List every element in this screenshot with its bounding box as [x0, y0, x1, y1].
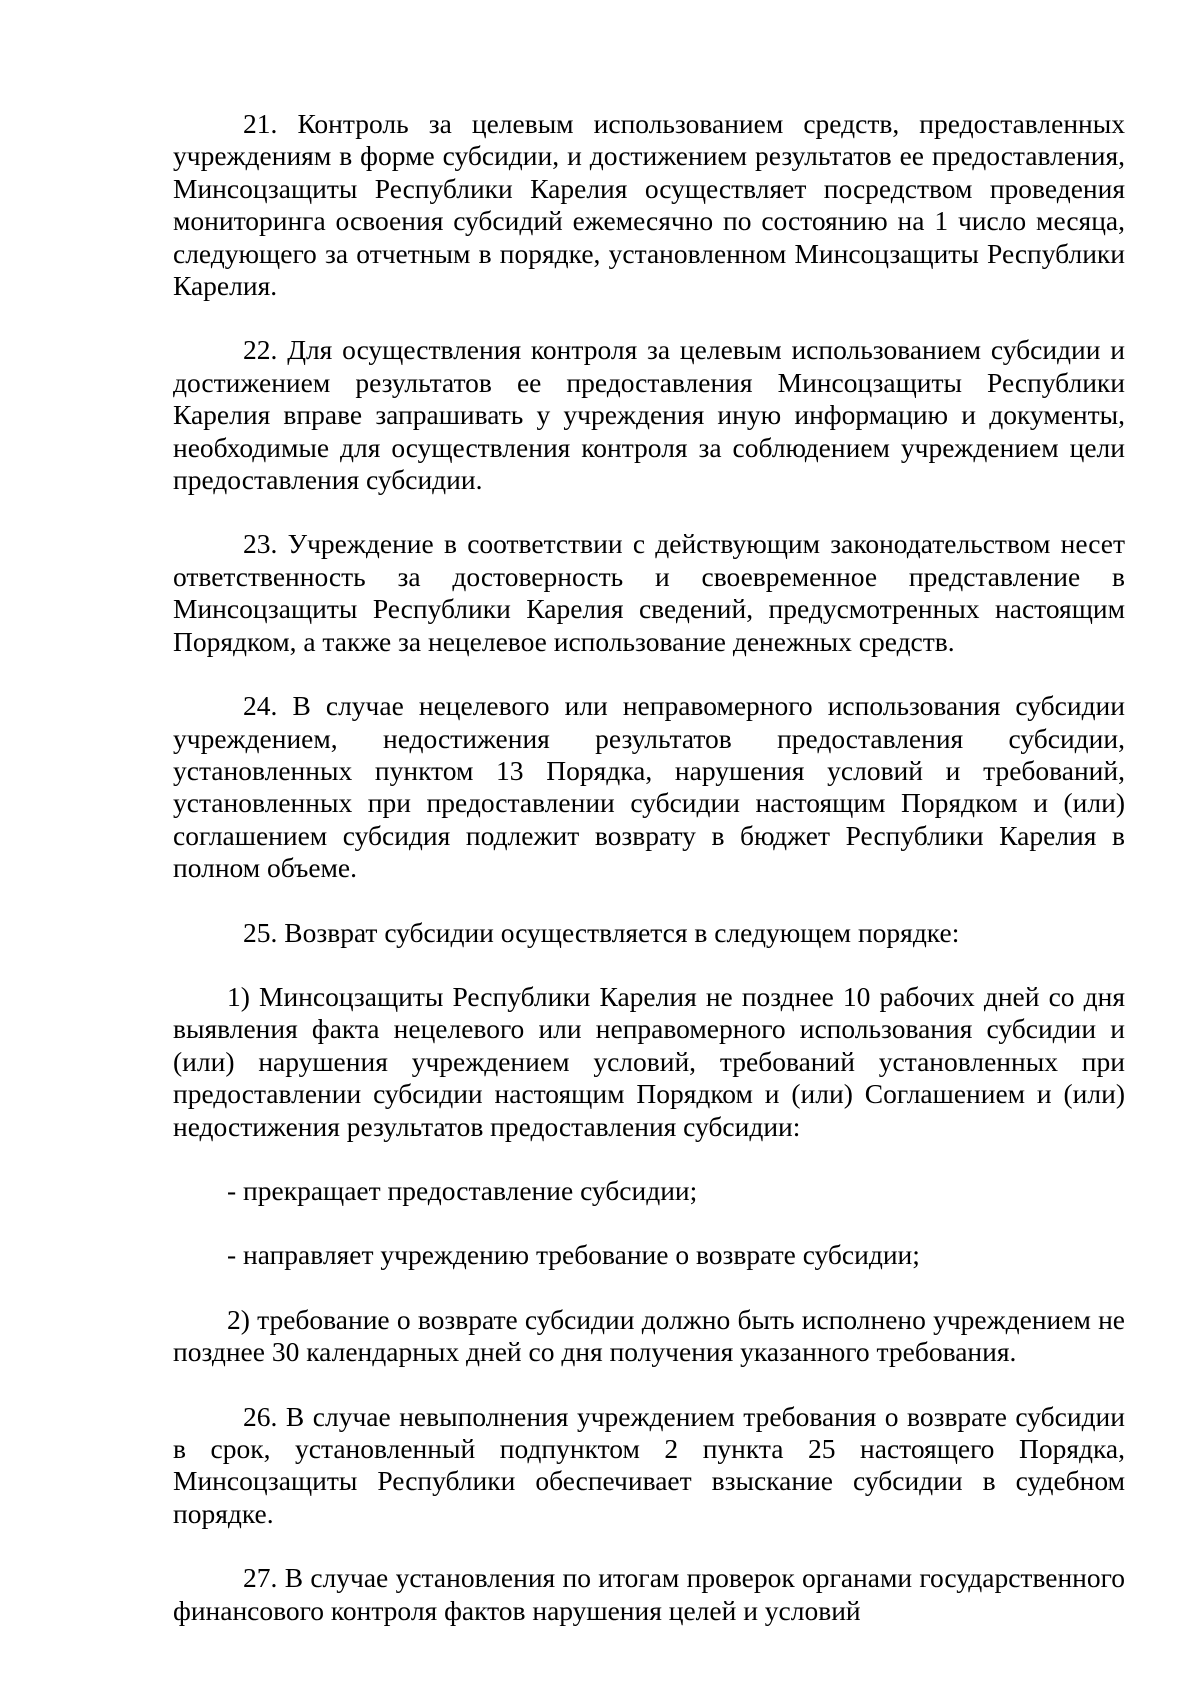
paragraph-23: 23. Учреждение в соответствии с действующим законодательством несет ответственность за достоверность и своевременное представление в Минсоцзащиты Республики Карелия сведений, предусмотренных настоящим Порядком, а также за нецелевое использование денежных средств. [173, 528, 1125, 657]
list-item-stop-subsidy: - прекращает предоставление субсидии; [227, 1174, 698, 1206]
document-page [173, 108, 1125, 1627]
paragraph-25: 25. Возврат субсидии осуществляется в следующем порядке: [243, 916, 960, 948]
paragraph-26: 26. В случае невыполнения учреждением требования о возврате субсидии в срок, установленный подпунктом 2 пункта 25 настоящего Порядка, Минсоцзащиты Республики обеспечивает взыскание субсидии в судебном порядке. [173, 1400, 1125, 1529]
paragraph-24: 24. В случае нецелевого или неправомерного использования субсидии учреждением, недостижения результатов предоставления субсидии, установленных пунктом 13 Порядка, нарушения условий и требований, установленных при предоставлении субсидии настоящим Порядком и (или) соглашением субсидия подлежит возврату в бюджет Республики Карелия в полном объеме. [173, 690, 1125, 884]
paragraph-27: 27. В случае установления по итогам проверок органами государственного финансового контроля фактов нарушения целей и условий [173, 1562, 1125, 1626]
subparagraph-25-2: 2) требование о возврате субсидии должно быть исполнено учреждением не позднее 30 календарных дней со дня получения указанного требования. [173, 1303, 1125, 1368]
list-item-send-demand: - направляет учреждению требование о возврате субсидии; [227, 1239, 920, 1271]
paragraph-22: 22. Для осуществления контроля за целевым использованием субсидии и достижением результатов ее предоставления Минсоцзащиты Республики Карелия вправе запрашивать у учреждения иную информацию и документы, необходимые для осуществления контроля за соблюдением учреждением цели предоставления субсидии. [173, 334, 1125, 496]
paragraph-21: 21. Контроль за целевым использованием средств, предоставленных учреждениям в форме субсидии, и достижением результатов ее предоставления, Минсоцзащиты Республики Карелия осуществляет посредством проведения мониторинга освоения субсидий ежемесячно по состоянию на 1 число месяца, следующего за отчетным в порядке, установленном Минсоцзащиты Республики Карелия. [173, 108, 1125, 302]
subparagraph-25-1: 1) Минсоцзащиты Республики Карелия не позднее 10 рабочих дней со дня выявления факта нецелевого или неправомерного использования субсидии и (или) нарушения учреждением условий, требований установленных при предоставлении субсидии настоящим Порядком и (или) Соглашением и (или) недостижения результатов предоставления субсидии: [173, 980, 1125, 1142]
